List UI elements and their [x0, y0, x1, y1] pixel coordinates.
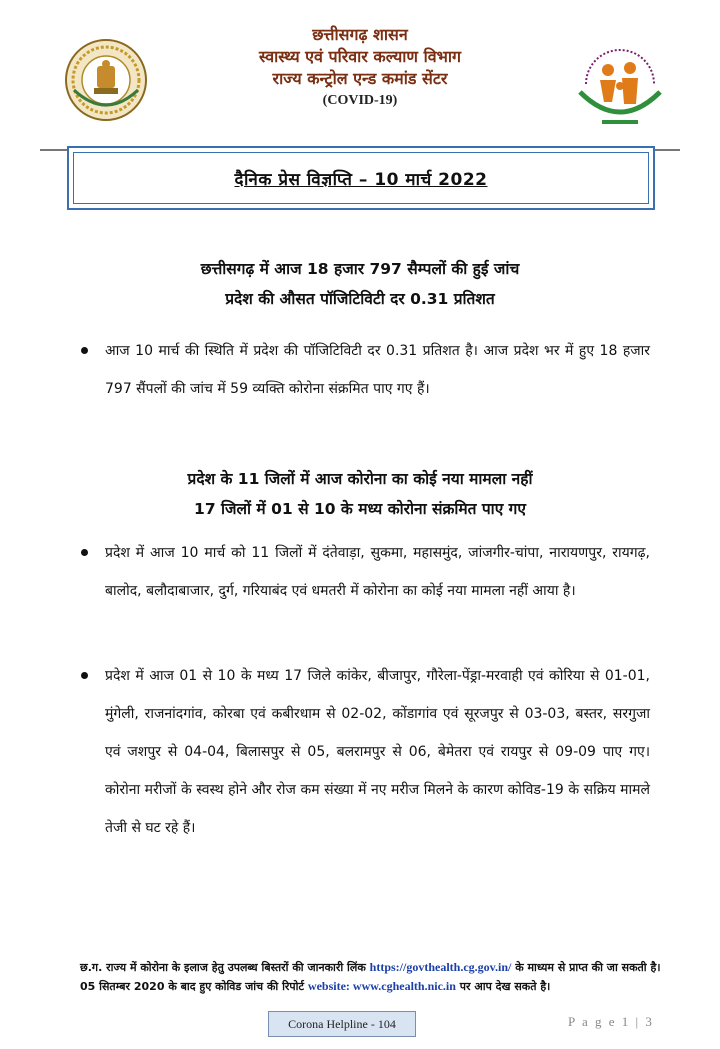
government-name: छत्तीसगढ़ शासन	[312, 25, 408, 44]
bullet-district-cases: प्रदेश में आज 01 से 10 के मध्य 17 जिले कांकेर, बीजापुर, गौरेला-पेंड्रा-मरवाही एवं कोरिया से 01-01, मुंगेली, राजनांदगांव, कोरबा एवं कबीरधाम से 02-02, कोंडागांव एवं सूरजपुर से 03-03, बस्तर, सरगुजा एवं जशपुर से 04-04, बिलासपुर से 05, बलरामपुर से 06, बेमेतरा एवं रायपुर से 09-09 पाए गए। कोरोना मरीजों के स्वस्थ होने और रोज कम संख्या में नए मरीज मिलने के कारण कोविड-19 के सक्रिय मामले तेजी से घट रहे हैं।	[105, 657, 650, 847]
page-number: P a g e 1 | 3	[568, 1014, 654, 1029]
letterhead-titles	[200, 24, 520, 112]
headline-districts-line2: 17 जिलों में 01 से 10 के मध्य कोरोना संक्रमित पाए गए	[194, 500, 526, 518]
bullet-positivity: आज 10 मार्च की स्थिति में प्रदेश की पॉजिटिविटी दर 0.31 प्रतिशत है। आज प्रदेश भर में हुए 18 हजार 797 सैंपलों की जांच में 59 व्यक्ति कोरोना संक्रमित पाए गए हैं।	[105, 332, 650, 408]
helpline-box: Corona Helpline - 104	[268, 1011, 416, 1037]
department-name: स्वास्थ्य एवं परिवार कल्याण विभाग	[258, 47, 462, 66]
bullet-no-new-cases: प्रदेश में आज 10 मार्च को 11 जिलों में दंतेवाड़ा, सुकमा, महासमुंद, जांजगीर-चांपा, नारायणपुर, रायगढ़, बालोद, बलौदाबाजार, दुर्ग, गरियाबंद एवं धमतरी में कोरोना का कोई नया मामला नहीं आया है।	[105, 534, 650, 610]
footer-report-text-end: पर आप देख सकते है।	[459, 980, 551, 993]
report-website-link[interactable]: website: www.cghealth.nic.in	[307, 979, 456, 993]
footer-beds-text: छ.ग. राज्य में कोरोना के इलाज हेतु उपलब्ध बिस्तरों की जानकारी लिंक	[80, 961, 366, 974]
press-release-title-box	[67, 146, 655, 210]
headline-samples-line1: छत्तीसगढ़ में आज 18 हजार 797 सैम्पलों की हुई जांच	[200, 260, 520, 278]
footer-beds-note	[80, 958, 680, 977]
state-emblem-icon	[64, 38, 148, 122]
letterhead	[0, 22, 720, 130]
footer-beds-text-end: के माध्यम से प्राप्त की जा सकती है।	[515, 961, 661, 974]
beds-info-link[interactable]: https://govthealth.cg.gov.in/	[369, 960, 512, 974]
headline-samples-line2: प्रदेश की औसत पॉजिटिविटी दर 0.31 प्रतिशत	[225, 290, 495, 308]
footer-notes	[80, 958, 680, 996]
press-release-title: दैनिक प्रेस विज्ञप्ति – 10 मार्च 2022	[234, 169, 488, 190]
footer-report-note	[80, 977, 680, 996]
headline-districts-line1: प्रदेश के 11 जिलों में आज कोरोना का कोई नया मामला नहीं	[187, 470, 533, 488]
headline-samples	[60, 254, 660, 314]
covid-label: (COVID-19)	[322, 93, 398, 108]
health-family-logo-icon	[572, 40, 668, 128]
headline-districts	[60, 464, 660, 524]
footer-report-text: 05 सितम्बर 2020 के बाद हुए कोविड जांच की रिपोर्ट	[80, 980, 305, 993]
control-center-name: राज्य कन्ट्रोल एन्ड कमांड सेंटर	[272, 69, 448, 88]
